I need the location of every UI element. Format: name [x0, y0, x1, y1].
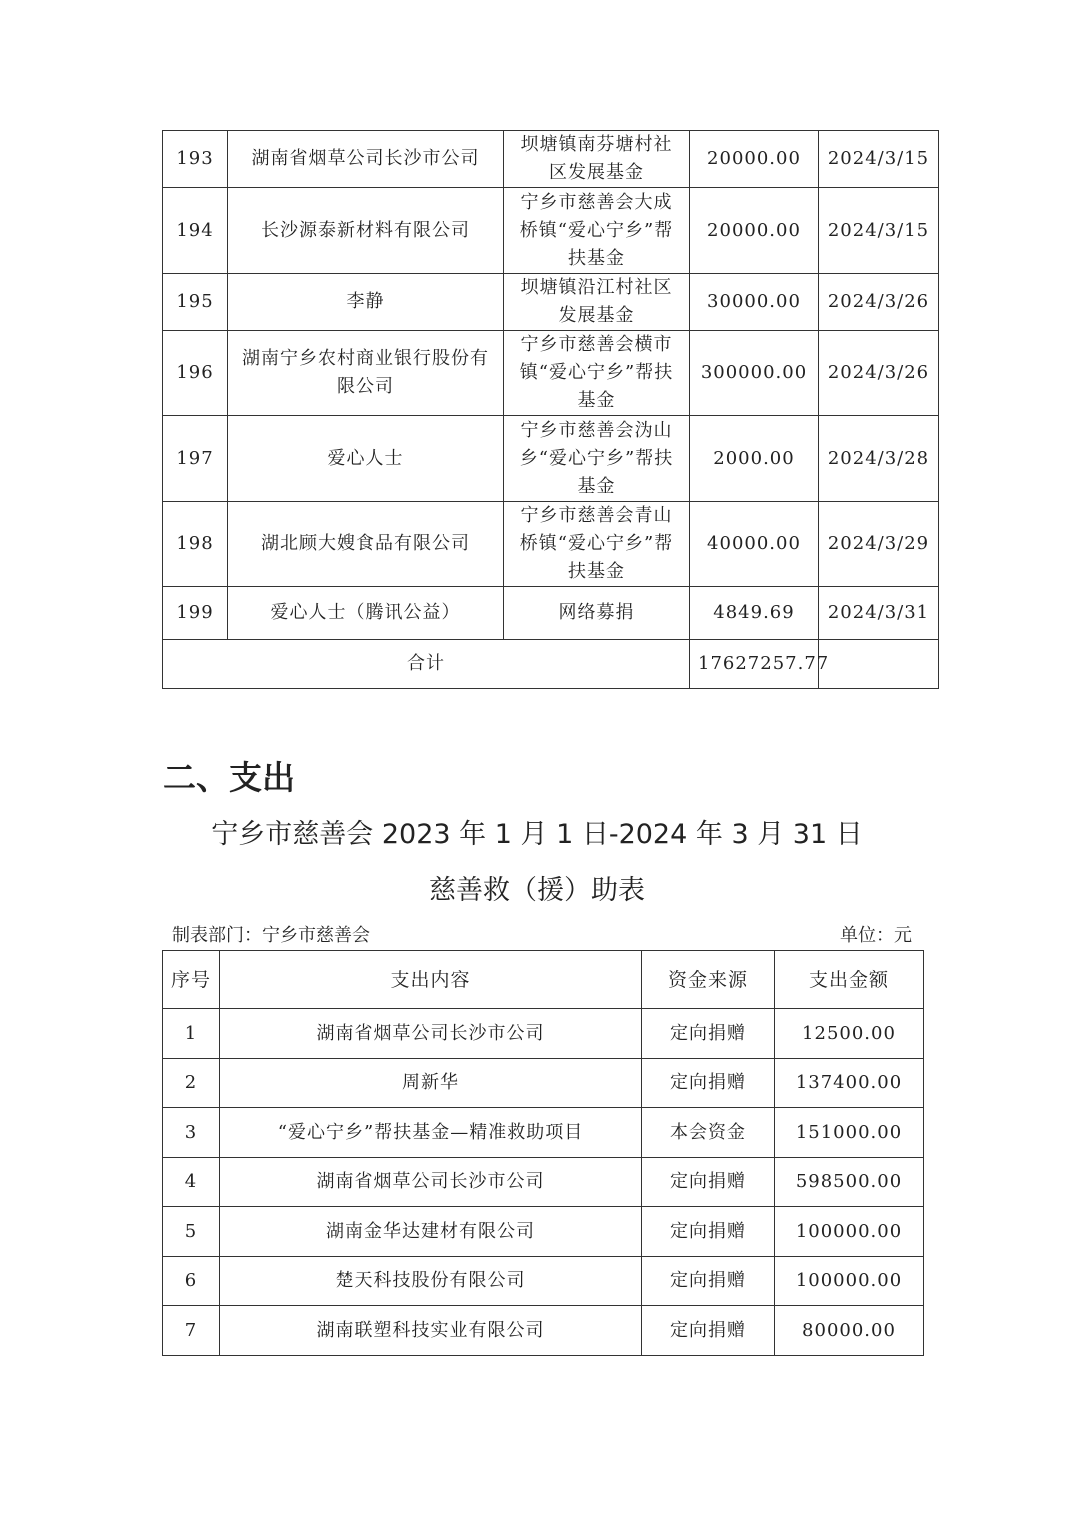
- date: 2024/3/31: [819, 587, 939, 640]
- expense-amount: 151000.00: [775, 1108, 924, 1158]
- row-number: 3: [163, 1108, 220, 1158]
- table-row: [163, 1306, 924, 1356]
- fund-source: 定向捐赠: [642, 1257, 775, 1306]
- fund-name: 宁乡市慈善会沩山乡“爱心宁乡”帮扶基金: [504, 416, 690, 502]
- row-number: 6: [163, 1257, 220, 1306]
- row-number: 7: [163, 1306, 220, 1356]
- unit-label: 单位：元: [840, 925, 912, 946]
- row-number: 1: [163, 1009, 220, 1059]
- table-row: [163, 188, 939, 274]
- donor-name: 湖南省烟草公司长沙市公司: [228, 131, 504, 188]
- expense-content: 湖南金华达建材有限公司: [220, 1207, 642, 1257]
- row-number: 195: [163, 274, 228, 331]
- fund-source: 定向捐赠: [642, 1207, 775, 1257]
- donor-name: 湖南宁乡农村商业银行股份有限公司: [228, 331, 504, 416]
- expense-amount: 100000.00: [775, 1207, 924, 1257]
- table-title: 宁乡市慈善会 2023 年 1 月 1 日-2024 年 3 月 31 日: [211, 819, 863, 850]
- fund-source: 定向捐赠: [642, 1059, 775, 1108]
- row-number: 5: [163, 1207, 220, 1257]
- prepared-by: 制表部门：宁乡市慈善会: [172, 925, 370, 946]
- expense-content: 湖南省烟草公司长沙市公司: [220, 1009, 642, 1059]
- amount: 300000.00: [690, 331, 819, 416]
- fund-source: 本会资金: [642, 1108, 775, 1158]
- expense-content: 湖南省烟草公司长沙市公司: [220, 1158, 642, 1207]
- donor-name: 长沙源泰新材料有限公司: [228, 188, 504, 274]
- fund-source: 定向捐赠: [642, 1306, 775, 1356]
- row-number: 2: [163, 1059, 220, 1108]
- donor-name: 湖北顾大嫂食品有限公司: [228, 502, 504, 587]
- table-row: [163, 1009, 924, 1059]
- fund-name: 坝塘镇沿江村社区发展基金: [504, 274, 690, 331]
- expense-amount: 137400.00: [775, 1059, 924, 1108]
- total-amount: 17627257.77: [690, 640, 819, 689]
- receipts-table: [162, 130, 939, 689]
- empty-cell: [819, 640, 939, 689]
- amount: 30000.00: [690, 274, 819, 331]
- amount: 20000.00: [690, 188, 819, 274]
- amount: 40000.00: [690, 502, 819, 587]
- total-label: 合计: [163, 640, 690, 689]
- fund-source: 定向捐赠: [642, 1009, 775, 1059]
- donor-name: 爱心人士（腾讯公益）: [228, 587, 504, 640]
- header-row: [163, 951, 924, 1009]
- expense-amount: 100000.00: [775, 1257, 924, 1306]
- fund-name: 网络募捐: [504, 587, 690, 640]
- table-row: [163, 1059, 924, 1108]
- section-heading: 二、支出: [163, 758, 295, 797]
- amount: 2000.00: [690, 416, 819, 502]
- fund-name: 宁乡市慈善会大成桥镇“爱心宁乡”帮扶基金: [504, 188, 690, 274]
- table-row: [163, 331, 939, 416]
- row-number: 198: [163, 502, 228, 587]
- table-row: [163, 587, 939, 640]
- table-row: [163, 1108, 924, 1158]
- fund-source: 定向捐赠: [642, 1158, 775, 1207]
- expense-content: 周新华: [220, 1059, 642, 1108]
- table-row: [163, 502, 939, 587]
- donor-name: 李静: [228, 274, 504, 331]
- expense-content: “爱心宁乡”帮扶基金—精准救助项目: [220, 1108, 642, 1158]
- table-row: [163, 274, 939, 331]
- row-number: 196: [163, 331, 228, 416]
- row-number: 197: [163, 416, 228, 502]
- header-content: 支出内容: [220, 951, 642, 1009]
- expense-content: 楚天科技股份有限公司: [220, 1257, 642, 1306]
- header-seq: 序号: [163, 951, 220, 1009]
- row-number: 193: [163, 131, 228, 188]
- table-row: [163, 1257, 924, 1306]
- date: 2024/3/15: [819, 188, 939, 274]
- expenses-table: [162, 950, 924, 1356]
- fund-name: 宁乡市慈善会青山桥镇“爱心宁乡”帮扶基金: [504, 502, 690, 587]
- amount: 20000.00: [690, 131, 819, 188]
- donor-name: 爱心人士: [228, 416, 504, 502]
- row-number: 199: [163, 587, 228, 640]
- fund-name: 坝塘镇南芬塘村社区发展基金: [504, 131, 690, 188]
- amount: 4849.69: [690, 587, 819, 640]
- total-row: [163, 640, 939, 689]
- expense-content: 湖南联塑科技实业有限公司: [220, 1306, 642, 1356]
- date: 2024/3/26: [819, 274, 939, 331]
- date: 2024/3/15: [819, 131, 939, 188]
- date: 2024/3/26: [819, 331, 939, 416]
- header-amount: 支出金额: [775, 951, 924, 1009]
- expense-amount: 80000.00: [775, 1306, 924, 1356]
- date: 2024/3/29: [819, 502, 939, 587]
- expense-amount: 12500.00: [775, 1009, 924, 1059]
- fund-name: 宁乡市慈善会横市镇“爱心宁乡”帮扶基金: [504, 331, 690, 416]
- row-number: 194: [163, 188, 228, 274]
- row-number: 4: [163, 1158, 220, 1207]
- table-row: [163, 416, 939, 502]
- expense-amount: 598500.00: [775, 1158, 924, 1207]
- table-row: [163, 1207, 924, 1257]
- table-subtitle: 慈善救（援）助表: [429, 875, 645, 906]
- header-source: 资金来源: [642, 951, 775, 1009]
- date: 2024/3/28: [819, 416, 939, 502]
- table-row: [163, 1158, 924, 1207]
- table-row: [163, 131, 939, 188]
